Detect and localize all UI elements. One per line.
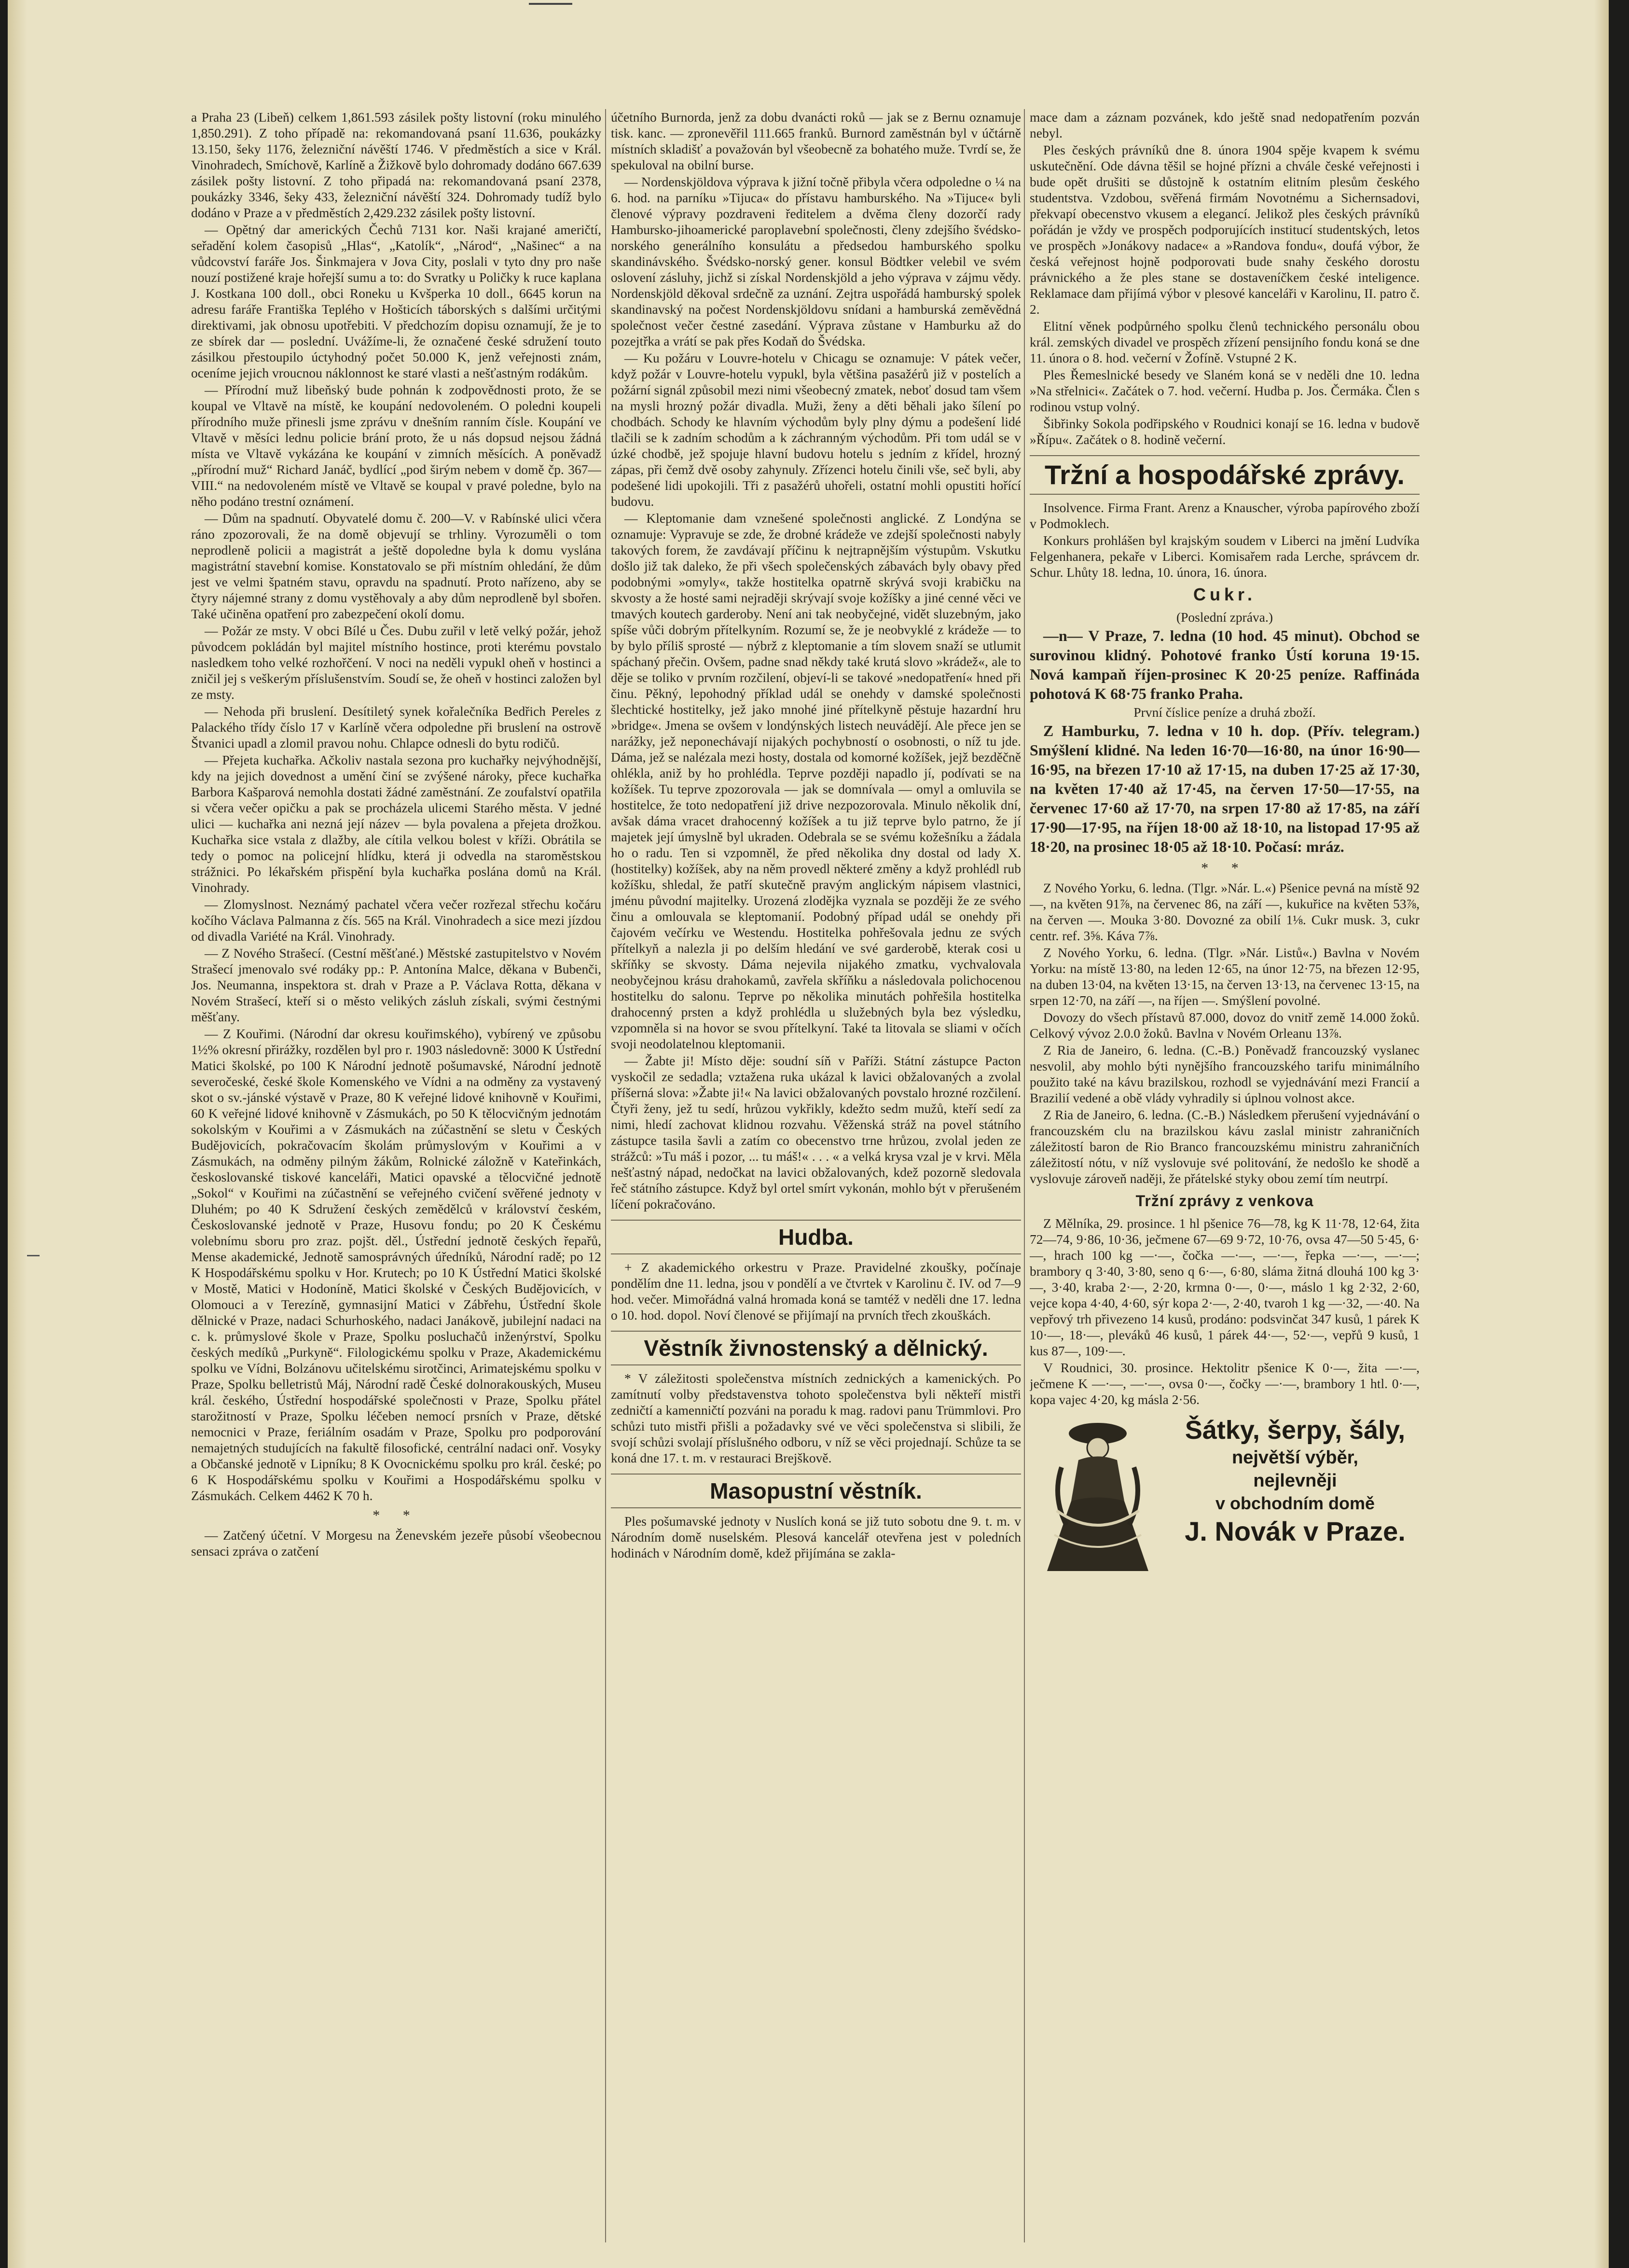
article-paragraph: Z Nového Yorku, 6. ledna. (Tlgr. »Nár. Listů«.) Bavlna v Novém Yorku: na místě 13·80, na leden 12·65, na únor 12·75, na březen 12·95, na duben 13·04, na květen 13·15, na červen 13·13, na červenec 13·15, na srpen 12·70, na září —, na říjen —. Smýšlení povolné. (1030, 945, 1420, 1008)
article-paragraph: Ples pošumavské jednoty v Nuslích koná se již tuto sobotu dne 9. t. m. v Národním domě nuselském. Plesová kancelář otevřena jest v poledních hodinách v Národním domě, kdež přijímána se zakla- (611, 1514, 1021, 1560)
section-stars: * * (373, 1507, 420, 1523)
column-rule (1024, 109, 1025, 2242)
article-paragraph: — Ku požáru v Louvre-hotelu v Chicagu se oznamuje: V pátek večer, když požár v Louvre-hotelu vypukl, byla většina pasažérů již v postelích a požární signál způsobil mezi nimi všeobecný zmatek, neboť dosud tam všem na mysli hrozný požár divadla. Muži, ženy a děti běhali jako šílení po chodbách. Schody ke hlavním východům byly plny dýmu a podešení lidé tlačili se k zadním schodům a k záchranným východům. Při tom udál se v úzké chodbě, jež spojuje hlavní budovu hotelu s jedním z křídel, hrozný zápas, při čemž dvě osoby zahynuly. Zřízenci hotelu činili vše, seč byli, aby podešené lidi upokojili. Tři z pasažérů uhořeli, ostatní mohli opustiti hořící budovu. (611, 350, 1021, 509)
section-heading-carnival: Masopustní věstník. (611, 1474, 1021, 1508)
article-paragraph: Ples českých právníků dne 8. února 1904 spěje kvapem k svému uskutečnění. Ode dávna těšil se hojné přízni a chvále české veřejnosti i bude opět drušiti se důstojně k ostatním elitním plesům českého studentstva. Vzdobou, svěřená firmám Novotnému a Sichernsadovi, překvapí obecenstvo vkusem a elegancí. Jelikož ples českých právníků pořádán je vždy ve prospěch podporujících institucí studentských, letos ve prospěch »Jonákovy nadace« a »Randova fondu«, doufá výbor, že česká veřejnost hojně podporovati bude snahy českého dorostu právnického a že ples stane se dostaveníčkem české inteligence. Reklamace dam přijímá výbor v plesové kanceláři v Karolinu, II. patro č. 2. (1030, 142, 1420, 317)
ad-text (1174, 1414, 1416, 1548)
section-heading-music: Hudba. (611, 1220, 1021, 1254)
article-paragraph: Šibřinky Sokola podřipského v Roudnici konají se 16. ledna v budově »Řípu«. Začátek o 8. hodině večerní. (1030, 416, 1420, 447)
ad-line: nejlevněji (1253, 1471, 1337, 1491)
article-paragraph: a Praha 23 (Libeň) celkem 1,861.593 zásilek pošty listovní (roku minulého 1,850.291). Z toho případě na: rekomandovaná psaní 11.636, poukázky 13.150, šeky 1176, železniční návěští 1746. V předměstích a sice v Král. Vinohradech, Smíchově, Karlíně a Žižkově bylo dohromady dodáno 667.639 zásilek pošty listovní. Z toho připadá na: rekomandovaná psaní 2378, poukázky 3346, šeky 433, železniční návěští 324. Dohromady tudíž bylo dodáno v Praze a v předměstích 2,429.232 zásilek pošty listovní. (191, 110, 601, 220)
section-heading-market: Tržní a hospodářské zprávy. (1030, 455, 1420, 495)
subheading-note: (Poslední zpráva.) (1176, 610, 1273, 625)
column-2 (611, 109, 1021, 2242)
ad-shop-name: J. Novák v Praze. (1185, 1516, 1406, 1546)
article-paragraph: Konkurs prohlášen byl krajským soudem v Liberci na jmění Ludvíka Felgenhanera, pekaře v Liberci. Komisařem rada Lerche, správcem dr. Schur. Lhůty 18. ledna, 10. února, 16. února. (1030, 533, 1420, 580)
article-paragraph: — Opětný dar amerických Čechů 7131 kor. Naši krajané američtí, seřadění kolem časopisů „Hlas“, „Katolík“, „Národ“, „Našinec“ a na vůdcovství faráře Jos. Šinkmajera v Jova City, poslali v tyto dny pro naše nouzí postižené kraje hořejší sumu a to: do Svratky u Poličky k ruce kaplana J. Kostkana 100 doll., obci Roneku u Kvšperka 10 doll., 6645 korun na adresu faráře Františka Teplého v Hošticích táborských s dalšími určitými direktivami, jak obnosu upotřebiti. V předchozím dopisu oznamují, že je to ze sbírek dar — poslední. Uvážíme-li, že označené české sdružení touto zásilkou přestoupilo úctyhodný počet 50.000 K, jenž veřejnosti znám, oceníme jejich vroucnou náklonnost ke staré vlasti a nešťastným rodákům. (191, 222, 601, 380)
margin-mark (27, 1255, 40, 1256)
article-paragraph: Z Mělníka, 29. prosince. 1 hl pšenice 76—78, kg K 11·78, 12·64, žita 72—74, 9·86, 10·36, ječmene 67—69 9·72, 10·76, ovsa 47—50 5·45, 6·—, hrach 100 kg —·—, čočka —·—, —·—, řepka —·—, —·—; brambory q 3·40, 3·80, seno q 6·—, 6·80, sláma žitná dlouhá 100 kg 3·—, 3·40, kraba 2·—, 2·20, krmna 0·—, 0·—, máslo 1 kg 2·32, 2·60, vejce kopa 4·40, 4·60, sýr kopa 2·—, 2·40, tvaroh 1 kg —·32, —·40. Na vepřový trh přivezeno 14 kusů, prodáno: podsvinčat 347 kusů, 1 párek K 10·—, 18·—, pleváků 46 kusů, 1 párek 44·—, 52·—, vepřů 9 kusů, 1 kus 87—, 109·—. (1030, 1216, 1420, 1358)
column-1 (191, 109, 601, 2242)
article-paragraph: — Zlomyslnost. Neznámý pachatel včera večer rozřezal střechu kočáru kočího Václava Palmanna z čís. 565 na Král. Vinohradech a sice mezi jízdou od divadla Variété na Král. Vinohrady. (191, 897, 601, 944)
article-paragraph: Insolvence. Firma Frant. Arenz a Knauscher, výroba papírového zboží v Podmoklech. (1030, 500, 1420, 531)
section-heading-trade: Věstník živnostenský a dělnický. (611, 1331, 1021, 1365)
section-stars: * * (1201, 860, 1248, 876)
article-paragraph: — Přírodní muž libeňský bude pohnán k zodpovědnosti proto, že se koupal ve Vltavě na místě, ke koupání nedovoleném. O poledni koupeli přírodního muže přinesli jsme zprávu v dnešním ranním čísle. Koupání ve Vltavě v měsíci lednu policie brání proto, že u nás dopsud nejsou žádná místa ve Vltavě vykázána ke koupání v zimních měsících. A poněvadž „přírodní muž“ Richard Janáč, bydlící „pod širým nebem v domě čp. 367—VIII.“ na nedovoleném místě ve Vltavě se koupal v pravé poledne, bylo na něho podáno trestní oznámení. (191, 382, 601, 509)
article-paragraph: mace dam a záznam pozvánek, kdo ještě snad nedopatřením pozván nebyl. (1030, 110, 1420, 140)
article-paragraph: — Přejeta kuchařka. Ačkoliv nastala sezona pro kuchařky nejvýhodnější, kdy na jejich dovednost a umění činí se zvýšené nároky, přece kuchařka Barbora Kašparová nemohla dostati žádné zaměstnání. Ze zoufalství opatřila si včera večer opičku a pak se procházela ulicemi Starého města. V jedné ulici — kuchařka ani nezná její název — byla povalena a přejeta drožkou. Kuchařka sice vstala z dlažby, ale cítila velkou bolest v kříži. Obrátila se tedy o pomoc na policejní hlídku, která ji odvedla na staroměstskou strážnici. Po lékařském přispění byla kuchařka poslána domů na Král. Vinohrady. (191, 752, 601, 895)
subheading-rural-markets: Tržní zprávy z venkova (1135, 1192, 1314, 1210)
article-paragraph: + Z akademického orkestru v Praze. Pravidelné zkoušky, počínaje pondělím dne 11. ledna, jsou v pondělí a ve čtvrtek v Karolinu č. IV. od 7—9 hod. večer. Mimořádná valná hromada koná se tamtéž v neděli dne 17. ledna o 10. hod. dopol. Noví členové se přijímají na prvních třech zkouškách. (611, 1260, 1021, 1322)
article-paragraph: — Dům na spadnutí. Obyvatelé domu č. 200—V. v Rabínské ulici včera ráno zpozorovali, že na domě objevují se trhliny. Vyrozuměli o tom neprodleně policii a magistrát a ještě dopoledne byla k domu vyslána magistrátní stavební komise. Konstatovalo se při místním ohledání, že dům jest ve velmi špatném stavu, opravdu na spadnutí. Proto nařízeno, aby se čtyry nájemné strany z domu vystěhovaly a aby dům neprodleně byl sbořen. Také učiněna opatření pro zabezpečení okolí domu. (191, 511, 601, 621)
article-paragraph: Elitní věnek podpůrného spolku členů technického personálu obou král. zemských divadel ve prospěch zřízení pensijního fondu koná se dne 11. února o 8. hod. večerní v Žofíně. Vstupné 2 K. (1030, 319, 1420, 365)
ad-line: největší výběr, (1232, 1447, 1358, 1468)
article-paragraph: V Roudnici, 30. prosince. Hektolitr pšenice K 0·—, žita —·—, ječmene K —·—, —·—, ovsa 0·—, čočky —·—, brambory 1 htl. 0·—, kopa vajec 4·20, kg másla 2·56. (1030, 1360, 1420, 1407)
article-paragraph: Dovozy do všech přístavů 87.000, dovoz do vnitř země 14.000 žoků. Celkový vývoz 2.0.0 žoků. Bavlna v Novém Orleanu 13⅞. (1030, 1010, 1420, 1041)
article-paragraph: účetního Burnorda, jenž za dobu dvanácti roků — jak se z Bernu oznamuje tisk. kanc. — zpronevěřil 111.665 franků. Burnord zaměstnán byl v účtárně místních skladišť a považován byl všeobecně za bohatého muže. Tvrdí se, že spekuloval na obilní burse. (611, 110, 1021, 172)
column-3 (1030, 109, 1420, 2242)
article-paragraph: — Kleptomanie dam vznešené společnosti anglické. Z Londýna se oznamuje: Vypravuje se zde, že drobné krádeže ve zdejší společnosti nabyly takových forem, že zavdávají příčinu k nejtrapnějším výstupům. Vskutku došlo již tak daleko, že při všech společenských zábavách byly obavy před podobnými »omyly«, takže hostitelka opatrně skrývá svoji krabičku na skvosty a že hosté sami nejraději skrývají svoje kožíšky a jiné cenné věci ve tmavých koutech garderoby. Není ani tak neobyčejné, vidět sluzebným, jako spíše vůči dobrým přítelkyním. Rozumí se, že je neobvyklé z krádeže — to by bylo příliš sprosté — nýbrž z kleptomanie a tím slovem snaží se utlumit spáchaný přečin. Ovšem, padne snad někdy také krutá slovo »krádež«, ale to děje se toliko v prvním rozčilení, objeví-li se takové »nedopatření« hned při činu. Pěkný, lepohodný příklad udál se onehdy v damské společnosti šlechtické hostitelky, jež jako mnohé jiné přítelkyně pěstuje hazardní hru »bridge«. Jmena se ovšem v londýnských listech neuvádějí. Ale přece jen se narážky, jež neponechávají nijakých pochybností o osobnosti, o níž tu jde. Dáma, jež se nalézala mezi hosty, dostala od komorné kožíšek, jejž bezděčně ohlékla, aniž by ho prohlédla. Teprve později napadlo jí, podívati se na kožíšek. Tu teprve zpozorovala — jak se domnívala — omyl a omluvila se hostitelce, že toto nedopatření již drive nezpozorovala. Minulo několik dní, avšak dáma vracet drahocenný kožíšek a tu již teprve bylo patrno, že jí majetek její úmyslně byl ukraden. Odebrala se se svému kožešníku a žádala ho o radu. Ten si vzpomněl, že před několika dny dostal od lady X. (hostitelky) kožíšek, aby na něm provedl některé změny a když prohlédl rub kožíšku, shledal, že patří skutečně pravým anglickým nápisem vlastnici, jménu původní majitelky. Urozená zlodějka vyznala se později že ze svého činu a omlouvala se kleptomanií. Podobný případ udál se onehdy při čajovém večírku ve Westendu. Hostitelka pohřešovala jednu ze svých přítelkyň a nalezla ji po delším hledání ve své garderobě, kterak cosi u skříňky se skvosty. Dáma nejevila nijakého zmatku, vychvalovala neobyčejnou krásu drahokamů, zavřela skříňku a následovala polichocenou hostitelku do salonu. Teprve po několika minutách pohřešila hostitelka drahocenný prsten a když prohlédla u služebných byla bez výsledku, vzpomněla si na hovor se svou přítelkyní. Také ta litovala se sliami v očích svoji neodolatelnou kleptomanii. (611, 511, 1021, 1051)
article-paragraph: — Požár ze msty. V obci Bílé u Čes. Dubu zuřil v letě velký požár, jehož původcem pokládán byl majitel místního hostince, proti kterému povstalo nasledkem toho velké rozhořčení. V noci na neděli vypukl oheň v hostinci a zničil jej s veškerým příslušenstvím. Soudí se, že oheň v hostinci založen byl ze msty. (191, 623, 601, 702)
newspaper-page (8, 0, 1609, 2268)
ad-headline: Šátky, šerpy, šály, (1185, 1416, 1406, 1445)
ad-line: v obchodním domě (1215, 1493, 1375, 1513)
article-paragraph: — Z Nového Strašecí. (Cestní měšťané.) Městské zastupitelstvo v Novém Strašecí jmenovalo své rodáky pp.: P. Antonína Malce, děkana v Bubenči, Jos. Neumanna, inspektora st. drah v Praze a P. Václava Rotta, děkana v Novém Strašecí, kteří si o město velikých zásluh získali, svými čestnými měšťany. (191, 946, 601, 1024)
market-report-prague: —n— V Praze, 7. ledna (10 hod. 45 minut). Obchod se surovinou klidný. Pohotové franko Ústí koruna 19·15. Nová kampaň říjen-prosinec K 20·25 peníze. Raffináda pohotová K 68·75 franko Praha. (1030, 627, 1420, 702)
advertisement (1030, 1414, 1420, 1573)
market-note: První číslice peníze a druhá zboží. (1133, 705, 1316, 720)
column-rule (605, 109, 606, 2242)
article-paragraph: * V záležitosti společenstva místních zednických a kamenických. Po zamítnutí volby představenstva tohoto společenstva byli někteří mistři zedničtí a kamenničtí pozváni na poradu k mag. radovi panu Trümmlovi. Pro schůzi tuto mistři přišli a požadavky své ve věci společenstva si slibili, že svojí schůzi svolají příslušného odboru, v níž se věci projednají. Schůze ta se koná dne 17. t. m. v restauraci Brejškově. (611, 1371, 1021, 1465)
subheading-sugar: Cukr. (1193, 584, 1256, 604)
article-paragraph: Ples Řemeslnické besedy ve Slaném koná se v neděli dne 10. ledna »Na střelnici«. Začátek o 7. hod. večerní. Hudba p. Jos. Čermáka. Člen s rodinou vstup volný. (1030, 367, 1420, 414)
article-paragraph: — Z Kouřimi. (Národní dar okresu kouřimského), vybírený ve způsobu 1½% okresní přirážky, rozdělen byl pro r. 1903 následovně: 3000 K Ústřední Matici školské, po 100 K Národní jednotě pošumavské, Národní jednotě severočeské, české škole Komenského ve Vídni a na odměny za vystavený skot o sv.-jánské výstavě v Praze, 80 K veřejné lidové knihovně v Kouřimi, 60 K veřejné lidové knihovně v Zásmukách, po 50 K tělocvičným jednotám sokolským v Kouřimi a v Zásmukách na zúčastnění se sletu v Českých Budějovicích, pokračovacím školám průmyslovým v Kouřimi a v Zásmukách, na odměny pilným žákům, Rolnické záložně v Kateřinkách, českoslovanské tiskové kanceláři, Matici opavské a tělocvičné jednotě „Sokol“ v Kouřimi na zúčastnění se veřejného cvičení svěřené jednoty v Dluhém; po 40 K Sdružení českých zemědělců v království českém, Českoslovanské jednotě v Praze, Husovu fondu; po 20 K Českému volebnímu sboru pro zraz. pojšt. děl., Ústřední jednotě českých řepařů, Mense akademické, Jednotě samosprávných úředníků, Národní radě; po 12 K Hospodářskému spolku v Hor. Krutech; po 10 K Ústřední Matici školské v Mostě, Matici v Hodoníně, Matici školské v Českých Budějovicích, v Olomouci a v Terezíně, gymnasijní Matici v Zábřehu, Ústřední škole dělnické v Praze, nadaci Schurhoského, nadaci Janákově, jubilejní nadaci na c. k. průmyslové škole v Praze, Spolku posluchačů inženýrství, Spolku českých medíků „Purkyně“. Filologickému spolku v Praze, Akademickému spolku ve Vídni, Bolzánovu učitelskému sirotčinci, Arimatejskému spolku v Praze, Spolku belletristů Máj, Národní radě České dolnorakouských, Museu král. českého, Ústřední hospodářské společnosti v Praze, Spolku přátel starožitností v Praze, Spolku léčeben nemocí prsních v Praze, dětské nemocnici v Praze, feriálním osadám v Praze, Spolku pro podporování nemajetných studujících na fakultě filosofické, centrální nadaci onř. Vosyky a Občanské jednotě v Lipníku; 8 K Ovocnickému spolku pro král. české; po 6 K Hospodářskému spolku v Kouřimi a Hospodářskému spolku v Zásmukách. Celkem 4462 K 70 h. (191, 1026, 601, 1503)
article-paragraph: Z Ria de Janeiro, 6. ledna. (C.-B.) Poněvadž francouzský vyslanec nesvolil, aby mohlo býti nynějšího francouzského tarifu minimálního použito také na kávu brazilskou, rozhodl se vyjednávání mezi Francií a Brazilií vedené a obě vlády vyhradily si úplnou volnost akce. (1030, 1043, 1420, 1105)
article-paragraph: — Žabte ji! Místo děje: soudní síň v Paříži. Státní zástupce Pacton vyskočil ze sedadla; vztažena ruka ukázal k lavici obžalovaných a zvolal příšerná slova: »Žabte ji!« Na lavici obžalovaných povstalo hrozné rozčilení. Čtyři ženy, jež tu sedí, hrůzou vykřikly, kdežto sedm mužů, kteří sedí za nimi, hledí zachovat klidnou rozvahu. Věženská stráž na povel státního zástupce tasila šavli a zatím co obecenstvo trne hrůzou, zvolal jeden ze strážců: »Tu máš i pozor, ... tu máš!« . . . « a velká krysa vzal je v krvi. Měla nešťastný nápad, nedočkat na lavici obžalovaných, kdež pozorně sledovala řeč státního zástupce. Když byl ortel smírt vykonán, mohlo být v přerušeném líčení pokračováno. (611, 1053, 1021, 1211)
market-report-hamburg: Z Hamburku, 7. ledna v 10 h. dop. (Přív. telegram.) Smýšlení klidné. Na leden 16·70—16·80, na únor 16·90—16·95, na březen 17·10 až 17·15, na duben 17·25 až 17·30, na květen 17·40 až 17·45, na červen 17·50—17·55, na červenec 17·60 až 17·70, na srpen 17·80 až 17·85, na září 17·90—17·95, na říjen 18·00 až 18·10, na listopad 17·95 až 18·20, na prosinec 18·05 až 18·10. Počasí: mráz. (1030, 722, 1420, 855)
article-paragraph: — Zatčený účetní. V Morgesu na Ženevském jezeře působí všeobecnou sensaci zpráva o zatčení (191, 1528, 601, 1558)
article-paragraph: — Nehoda při bruslení. Desítiletý synek kořalečníka Bedřich Pereles z Palackého třídy číslo 17 v Karlíně včera odpoledne při bruslení na ostrově Štvanici upadl a zlomil pravou nohu. Chlapce odnesli do bytu rodičů. (191, 704, 601, 751)
article-paragraph: — Nordenskjöldova výprava k jižní točně přibyla včera odpoledne o ¼ na 6. hod. na parníku »Tijuca« do přístavu hamburského. Na »Tijuce« byli členové výpravy pozdraveni ředitelem a dvěma členy dozorčí rady Hambursko-jihoamerické paroplavební společnosti, členy zdejšího švédsko-norského generálního konsulátu a předsedou hamburského spolku skandinávského. Švédsko-norský gener. konsul Bödtker velebil ve svém oslovení zásluhy, jichž si získal Nordenskjöld a jeho výprava v zájmu vědy. Nordenskjöld děkoval srdečně za uznání. Zejtra uspořádá hamburský spolek skandinavský na počest Nordenskjöldovu snídani a hamburská zeměvědná společnost večer čestné zasedání. Výprava zůstane v Hamburku až do pozejtřka a vrátí se pak přes Kodaň do Švédska. (611, 174, 1021, 348)
article-paragraph: Z Nového Yorku, 6. ledna. (Tlgr. »Nár. L.«) Pšenice pevná na místě 92 —, na květen 91⅞, na červenec 86, na září —, kukuřice na květen 53⅞, na červen —. Mouka 3·80. Dovozné za obilí 1⅛. Cukr musk. 3, cukr centr. ref. 3⅝. Káva 7⅞. (1030, 880, 1420, 943)
lady-figure-illustration (1033, 1414, 1163, 1573)
top-edge-mark (529, 3, 572, 5)
article-paragraph: Z Ria de Janeiro, 6. ledna. (C.-B.) Následkem přerušení vyjednávání o francouzském clu na brazilskou kávu zaslal ministr zahraničních záležitostí baron de Rio Branco francouzskému ministru zahraničních záležitostí nótu, v níž vyslovuje své politování, že nedošlo ke shodě a vyslovuje zároveň naději, že přátelské styky obou zemí tím neutrpí. (1030, 1107, 1420, 1186)
